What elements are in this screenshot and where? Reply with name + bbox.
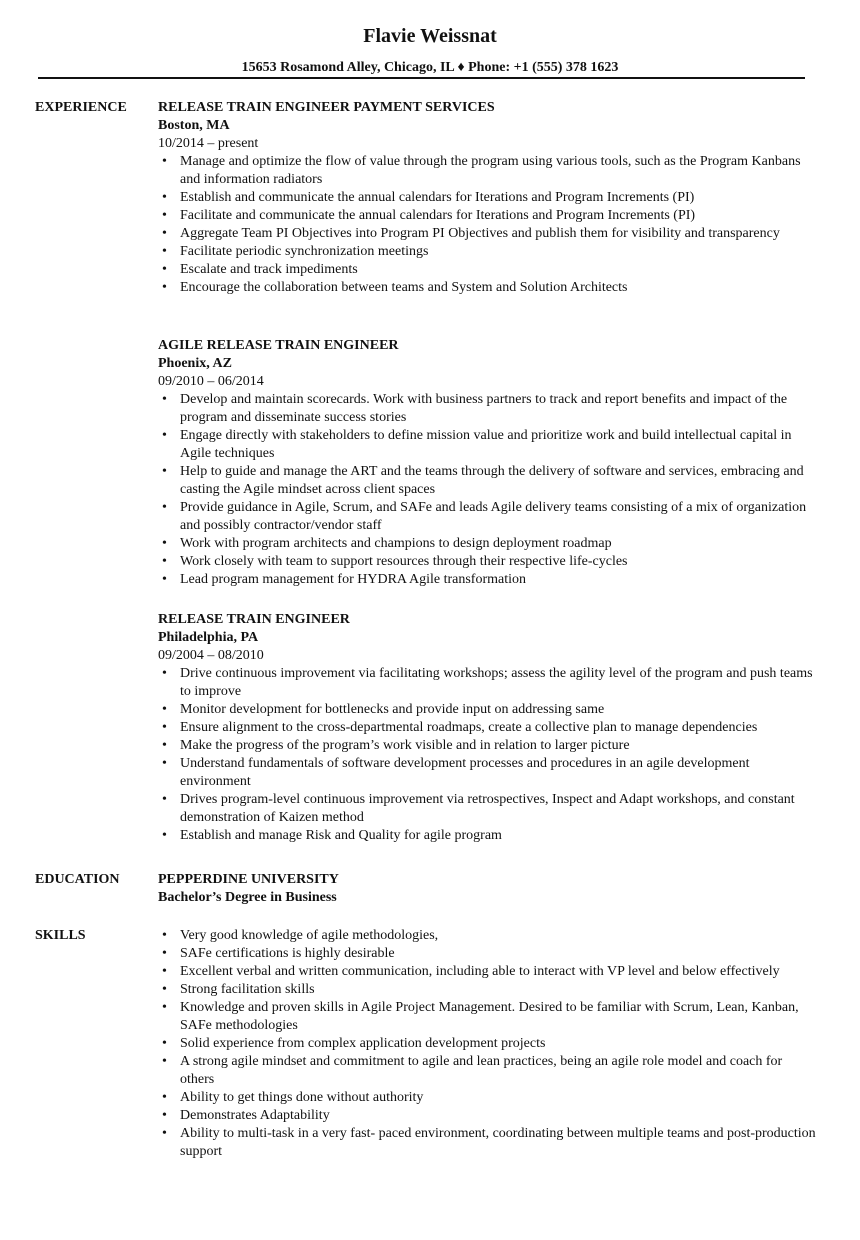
bullet-item: • Monitor development for bottlenecks and provide input on addressing same: [158, 701, 818, 719]
bullet-item: • Facilitate and communicate the annual calendars for Iterations and Program Increments (PI): [158, 207, 818, 225]
degree: Bachelor’s Degree in Business: [158, 890, 337, 905]
skill-item: • Excellent verbal and written communication, including able to interact with VP level and below effectively: [158, 963, 818, 981]
skills-list: [158, 927, 818, 1161]
skill-item: • A strong agile mindset and commitment to agile and lean practices, being an agile role model and coach for others: [158, 1053, 818, 1089]
bullet-item: • Escalate and track impediments: [158, 261, 818, 279]
resume-name: Flavie Weissnat: [363, 25, 497, 47]
job-entry: [158, 611, 818, 845]
skill-item: • Very good knowledge of agile methodologies,: [158, 927, 818, 945]
bullet-item: • Make the progress of the program’s work visible and in relation to larger picture: [158, 737, 818, 755]
job-dates: 09/2010 – 06/2014: [158, 374, 264, 389]
bullet-item: • Work with program architects and champions to design deployment roadmap: [158, 535, 818, 553]
job-dates: 09/2004 – 08/2010: [158, 648, 264, 663]
bullet-item: • Understand fundamentals of software development processes and procedures in an agile development environment: [158, 755, 818, 791]
skill-item: • SAFe certifications is highly desirable: [158, 945, 818, 963]
job-title: AGILE RELEASE TRAIN ENGINEER: [158, 338, 399, 353]
skill-item: • Ability to multi-task in a very fast- paced environment, coordinating between multiple teams and post-production support: [158, 1125, 818, 1161]
job-bullets: [158, 391, 818, 589]
bullet-item: • Help to guide and manage the ART and the teams through the delivery of software and services, embracing and casting the Agile mindset across client spaces: [158, 463, 818, 499]
skill-item: • Knowledge and proven skills in Agile Project Management. Desired to be familiar with Scrum, Lean, Kanban, SAFe methodologies: [158, 999, 818, 1035]
education-entry: [158, 871, 818, 907]
bullet-item: • Work closely with team to support resources through their respective life-cycles: [158, 553, 818, 571]
job-location: Phoenix, AZ: [158, 356, 232, 371]
job-dates: 10/2014 – present: [158, 136, 259, 151]
bullet-item: • Engage directly with stakeholders to define mission value and prioritize work and build intellectual capital in Agile techniques: [158, 427, 818, 463]
experience-heading: EXPERIENCE: [35, 100, 127, 115]
bullet-item: • Encourage the collaboration between teams and System and Solution Architects: [158, 279, 818, 297]
education-heading: EDUCATION: [35, 872, 120, 887]
job-entry: [158, 99, 818, 297]
job-bullets: [158, 153, 818, 297]
job-entry: [158, 337, 818, 589]
bullet-item: • Establish and manage Risk and Quality for agile program: [158, 827, 818, 845]
job-location: Philadelphia, PA: [158, 630, 259, 645]
bullet-item: • Establish and communicate the annual calendars for Iterations and Program Increments (PI): [158, 189, 818, 207]
bullet-item: • Drives program-level continuous improvement via retrospectives, Inspect and Adapt workshops, and constant demonstration of Kaizen method: [158, 791, 818, 827]
skill-item: • Demonstrates Adaptability: [158, 1107, 818, 1125]
header-divider: [38, 77, 805, 79]
bullet-item: • Ensure alignment to the cross-departmental roadmaps, create a collective plan to manage dependencies: [158, 719, 818, 737]
job-location: Boston, MA: [158, 118, 230, 133]
skills-heading: SKILLS: [35, 928, 86, 943]
skill-item: • Ability to get things done without authority: [158, 1089, 818, 1107]
bullet-item: • Facilitate periodic synchronization meetings: [158, 243, 818, 261]
bullet-item: • Develop and maintain scorecards. Work with business partners to track and report benefits and impact of the program and disseminate success stories: [158, 391, 818, 427]
job-bullets: [158, 665, 818, 845]
bullet-item: • Provide guidance in Agile, Scrum, and SAFe and leads Agile delivery teams consisting of a mix of organization and possibly contractor/vendor staff: [158, 499, 818, 535]
contact-line: 15653 Rosamond Alley, Chicago, IL ♦ Phone: +1 (555) 378 1623: [241, 60, 619, 75]
bullet-item: • Lead program management for HYDRA Agile transformation: [158, 571, 818, 589]
school-name: PEPPERDINE UNIVERSITY: [158, 872, 339, 887]
bullet-item: • Drive continuous improvement via facilitating workshops; assess the agility level of the program and push teams to improve: [158, 665, 818, 701]
job-title: RELEASE TRAIN ENGINEER: [158, 612, 350, 627]
bullet-item: • Aggregate Team PI Objectives into Program PI Objectives and publish them for visibility and transparency: [158, 225, 818, 243]
skills-bullets: [158, 927, 818, 1161]
skill-item: • Strong facilitation skills: [158, 981, 818, 999]
skill-item: • Solid experience from complex application development projects: [158, 1035, 818, 1053]
job-title: RELEASE TRAIN ENGINEER PAYMENT SERVICES: [158, 100, 495, 115]
bullet-item: • Manage and optimize the flow of value through the program using various tools, such as the Program Kanbans and information radiators: [158, 153, 818, 189]
